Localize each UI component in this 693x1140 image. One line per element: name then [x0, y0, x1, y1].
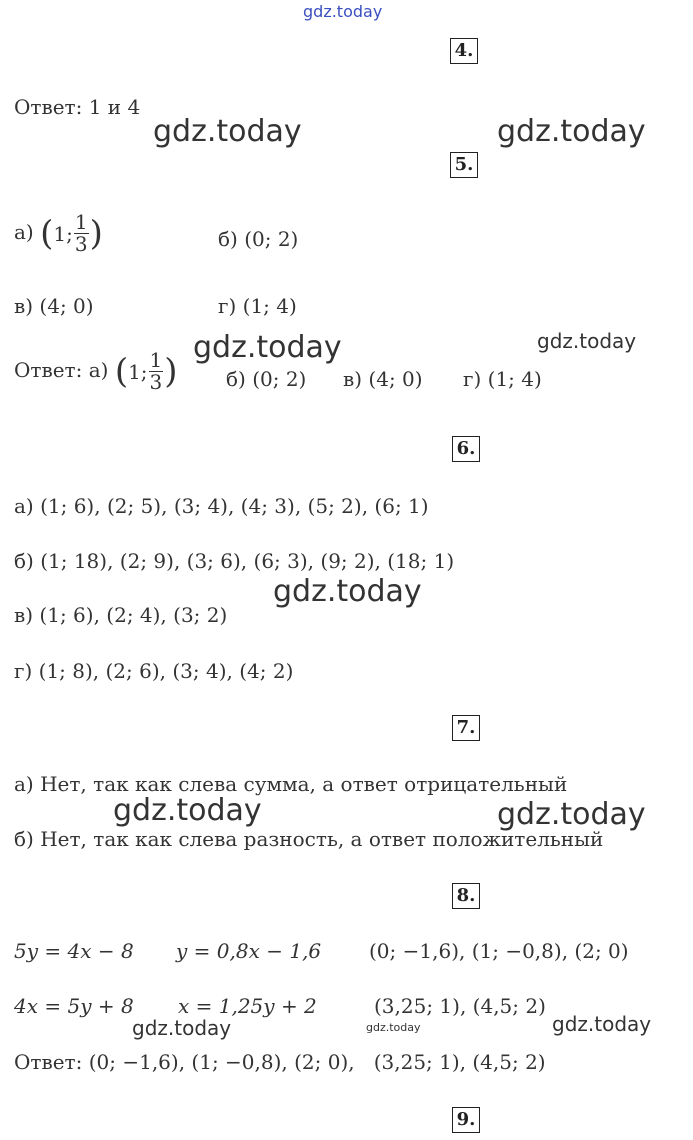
watermark: gdz.today	[552, 1012, 652, 1036]
fraction-numerator: 1	[149, 348, 163, 372]
task5-item-v: в) (4; 0)	[14, 294, 94, 318]
task-number-8: 8.	[452, 883, 480, 909]
task6-item-v: в) (1; 6), (2; 4), (3; 2)	[14, 603, 228, 627]
paren-open: (	[40, 213, 54, 254]
task8-line1-eq2: y = 0,8x − 1,6	[176, 939, 322, 963]
task5-answer	[14, 350, 178, 393]
task-number-4: 4.	[450, 38, 478, 64]
paren-close: )	[89, 213, 103, 254]
task7-item-b: б) Нет, так как слева разность, а ответ положительный	[14, 827, 604, 851]
watermark: gdz.today	[153, 114, 302, 149]
task5-item-g: г) (1; 4)	[218, 294, 297, 318]
fraction-numerator: 1	[74, 210, 88, 234]
watermark: gdz.today	[497, 114, 646, 149]
paren-close: )	[164, 351, 178, 392]
task8-line2-points: (3,25; 1), (4,5; 2)	[374, 994, 546, 1018]
task6-item-b: б) (1; 18), (2; 9), (3; 6), (6; 3), (9; 2), (18; 1)	[14, 549, 455, 573]
task-number-5: 5.	[450, 152, 478, 178]
task5-item-a	[14, 212, 103, 255]
watermark: gdz.today	[537, 329, 637, 353]
paren-open: (	[114, 351, 129, 392]
task-number-7: 7.	[452, 715, 480, 741]
fraction-denominator: 3	[74, 232, 88, 256]
task5-answer-prefix: Ответ: а)	[14, 358, 109, 382]
task-number-6: 6.	[452, 436, 480, 462]
watermark: gdz.today	[366, 1021, 421, 1034]
task-number-9: 9.	[452, 1107, 480, 1133]
task8-line2-eq2: x = 1,25y + 2	[178, 994, 317, 1018]
task6-item-g: г) (1; 8), (2; 6), (3; 4), (4; 2)	[14, 659, 294, 683]
task8-line1-points: (0; −1,6), (1; −0,8), (2; 0)	[369, 939, 629, 963]
watermark: gdz.today	[193, 330, 342, 365]
task5-a-int: 1;	[53, 221, 73, 246]
watermark: gdz.today	[497, 797, 646, 832]
task8-line2-eq1: 4x = 5y + 8	[14, 994, 134, 1018]
task5-item-b: б) (0; 2)	[218, 227, 299, 251]
watermark: gdz.today	[273, 574, 422, 609]
watermark: gdz.today	[113, 793, 262, 828]
task5-answer-b: б) (0; 2)	[226, 367, 307, 391]
task8-line1-eq1: 5y = 4x − 8	[14, 939, 134, 963]
fraction	[74, 212, 89, 255]
fraction-denominator: 3	[149, 370, 163, 394]
task5-answer-int: 1;	[128, 359, 148, 384]
task5-answer-g: г) (1; 4)	[463, 367, 542, 391]
task5-answer-v: в) (4; 0)	[343, 367, 423, 391]
task5-a-label: а)	[14, 220, 34, 244]
task4-answer: Ответ: 1 и 4	[14, 95, 141, 119]
task8-answer: Ответ: (0; −1,6), (1; −0,8), (2; 0), (3,25; 1), (4,5; 2)	[14, 1050, 546, 1074]
task7-item-a: а) Нет, так как слева сумма, а ответ отрицательный	[14, 772, 568, 796]
watermark: gdz.today	[132, 1016, 232, 1040]
fraction	[149, 350, 164, 393]
task6-item-a: а) (1; 6), (2; 5), (3; 4), (4; 3), (5; 2), (6; 1)	[14, 494, 429, 518]
watermark-top: gdz.today	[303, 2, 383, 21]
